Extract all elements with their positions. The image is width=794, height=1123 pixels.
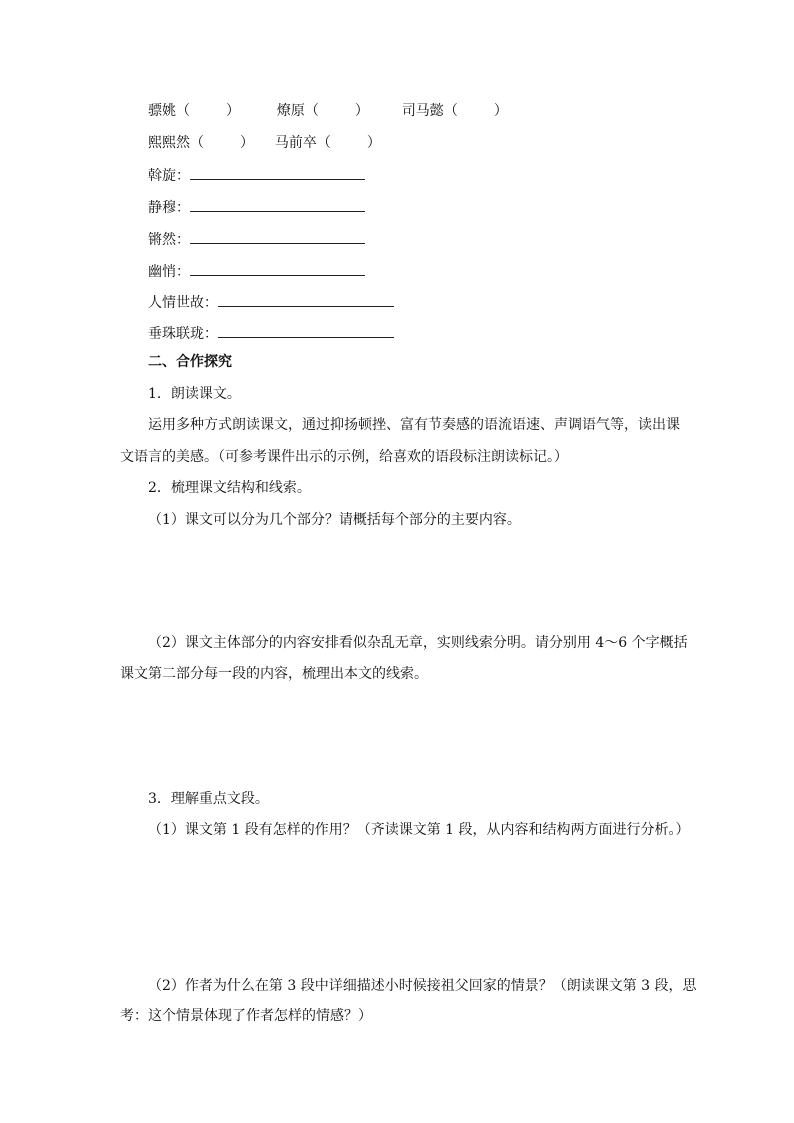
question-title: 1．朗读课文。: [148, 386, 241, 402]
sub-question: （2）课文主体部分的内容安排看似杂乱无章，实则线索分明。请分别用 4～6 个字概括: [148, 635, 688, 651]
answer-line[interactable]: [190, 229, 365, 244]
sub-question: （1）课文可以分为几个部分？请概括每个部分的主要内容。: [148, 512, 521, 528]
pron-word: 燎原: [276, 103, 305, 119]
answer-line[interactable]: [218, 292, 394, 307]
answer-line[interactable]: [190, 261, 365, 276]
answer-line[interactable]: [190, 165, 365, 180]
pron-word: 骠姚: [148, 103, 176, 119]
answer-line[interactable]: [218, 323, 394, 338]
pronunciation-row-2: 熙熙然（ ） 马前卒（ ）: [148, 135, 381, 151]
vocab-item: 静穆：: [148, 197, 365, 218]
question-title: 2．梳理课文结构和线索。: [148, 480, 311, 496]
vocab-item: 斡旋：: [148, 165, 365, 186]
pronunciation-row-1: 骠姚（ ） 燎原（ ） 司马懿（ ）: [148, 103, 508, 119]
vocab-item: 锵然：: [148, 229, 365, 250]
pron-word: 司马懿: [401, 103, 444, 119]
vocab-item: 人情世故：: [148, 292, 394, 313]
paragraph-line: 文语言的美感。（可参考课件出示的示例，给喜欢的语段标注朗读标记。）: [120, 449, 568, 465]
answer-line[interactable]: [190, 197, 365, 212]
section-heading: 二、合作探究: [148, 354, 232, 370]
sub-question-cont: 课文第二部分每一段的内容，梳理出本文的线索。: [120, 666, 428, 682]
pron-word: 熙熙然: [148, 135, 190, 151]
sub-question: （1）课文第 1 段有怎样的作用？（齐读课文第 1 段，从内容和结构两方面进行分析。）: [148, 822, 690, 838]
sub-question-cont: 考：这个情景体现了作者怎样的情感？）: [120, 1008, 372, 1024]
sub-question: （2）作者为什么在第 3 段中详细描述小时候接祖父回家的情景？（朗读课文第 3 段，思: [148, 978, 697, 994]
pron-word: 马前卒: [274, 135, 317, 151]
vocab-item: 幽悄：: [148, 261, 365, 282]
vocab-item: 垂珠联珑：: [148, 323, 394, 344]
paragraph-line: 运用多种方式朗读课文，通过抑扬顿挫、富有节奏感的语流语速、声调语气等，读出课: [148, 417, 680, 433]
question-title: 3．理解重点文段。: [148, 791, 269, 807]
